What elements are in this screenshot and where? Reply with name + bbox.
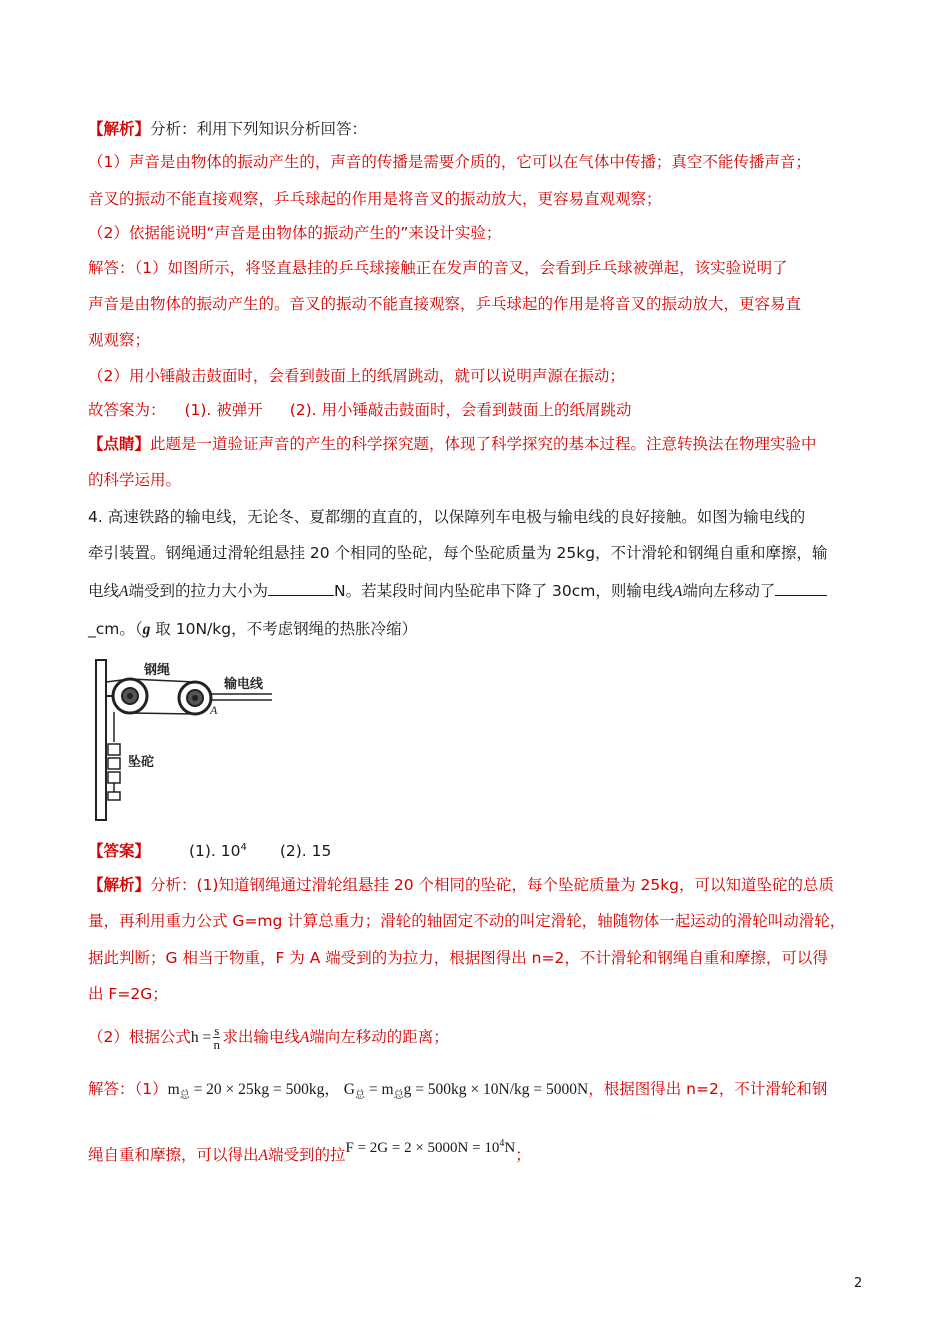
pulley-right — [179, 682, 211, 714]
q4-analysis-line-4: 出 F=2G； — [88, 985, 168, 1003]
solution-line-4: （2）用小锤敲击鼓面时，会看到鼓面上的纸屑跳动，就可以说明声源在振动； — [88, 367, 625, 385]
q4-l3-b: 端受到的拉力大小为 — [128, 582, 268, 600]
q4-sol-sub2: 总 — [355, 1090, 365, 1101]
q4-line-3 — [88, 580, 827, 603]
q4-analysis-line-2: 量，再利用重力公式 G=mg 计算总重力；滑轮的轴固定不动的叫定滑轮，轴随物体一起运动的滑轮叫动滑轮， — [88, 912, 846, 930]
q4-sol-eq1-text: = 20 × 25kg = 500kg， — [189, 1081, 340, 1098]
q4-sol2-end: ； — [515, 1146, 531, 1164]
q4-sol-sub1: 总 — [179, 1090, 190, 1101]
q4-sol-a: 解答：（1） — [88, 1080, 168, 1098]
q4-blank-1[interactable] — [268, 581, 334, 596]
weight-1 — [108, 744, 120, 755]
label-a: A — [210, 703, 218, 717]
q4-analysis-formula-line — [88, 1024, 449, 1051]
q4-line-4 — [88, 618, 417, 641]
q4-answer-2: (2). 15 — [279, 842, 332, 860]
pole — [96, 660, 106, 820]
q4-p2-b: 求出输电线 — [222, 1028, 300, 1046]
solution-line-3: 观观察； — [88, 331, 151, 349]
weight-3 — [108, 772, 120, 783]
q4-sol2-unit: N — [504, 1140, 516, 1156]
pulley-left — [113, 679, 147, 713]
pulley-diagram — [90, 652, 290, 822]
q4-l4-b: 取 10N/kg，不考虑钢绳的热胀冷缩） — [150, 620, 418, 638]
comment-tag: 【点睛】 — [88, 435, 151, 453]
q4-analysis-tag: 【解析】 — [88, 876, 151, 894]
q4-p2-a: （2）根据公式 — [88, 1028, 191, 1046]
q4-solution-line-1 — [88, 1078, 827, 1107]
q4-solution-line-2 — [88, 1138, 531, 1167]
answer-item-1: (1). 被弹开 — [184, 401, 263, 419]
q4-sol2-exp: 4 — [499, 1138, 505, 1149]
q4-sol-G: G — [343, 1081, 355, 1098]
fraction-den: n — [213, 1037, 221, 1052]
q4-sol2-A: A — [258, 1147, 268, 1164]
comment-line-1 — [88, 433, 817, 455]
q4-l3-A2: A — [672, 583, 683, 600]
fraction-num: s — [214, 1023, 220, 1038]
q4-sol-sub3: 总 — [393, 1090, 404, 1101]
q4-sol2-b: 端受到的拉 — [267, 1146, 346, 1164]
q4-sol-eq2b: g = 500kg × 10N/kg = 5000N — [403, 1081, 589, 1098]
q4-answer-1 — [189, 842, 247, 860]
weight-2 — [108, 758, 120, 769]
analysis-point-1a: （1）声音是由物体的振动产生的，声音的传播是需要介质的，它可以在气体中传播；真空不能传播声音； — [88, 153, 811, 171]
q4-sol2-a: 绳自重和摩擦，可以得出 — [88, 1146, 259, 1164]
solution-line-2: 声音是由物体的振动产生的。音叉的振动不能直接观察，乒乓球起的作用是将音叉的振动放大，更容易直 — [88, 295, 802, 313]
q4-answer-1-exp: 4 — [240, 841, 247, 853]
answer-label: 故答案为： — [88, 401, 166, 419]
q4-sol-eq1 — [167, 1081, 589, 1101]
page-number: 2 — [854, 1276, 863, 1291]
weight-4 — [108, 792, 120, 800]
q4-analysis-l1: 分析：(1)知道钢绳通过滑轮组悬挂 20 个相同的坠砣，每个坠砣质量为 25kg，可以知道坠砣的总质 — [150, 876, 835, 894]
label-wire: 输电线 — [224, 677, 264, 692]
label-rope: 钢绳 — [144, 663, 171, 678]
q4-l4-g: g — [142, 621, 151, 638]
analysis-intro-line — [88, 118, 367, 140]
answer-item-2: (2). 用小锤敲击鼓面时，会看到鼓面上的纸屑跳动 — [289, 401, 632, 419]
analysis-tag: 【解析】 — [88, 120, 151, 138]
q4-l4-a: _cm。（ — [88, 620, 143, 638]
q4-l3-d: 端向左移动了 — [682, 582, 776, 600]
q4-sol-eq2a: = m — [365, 1081, 394, 1098]
q4-p2-c: 端向左移动的距离； — [309, 1028, 449, 1046]
q4-answer-1-base: (1). 10 — [188, 842, 241, 860]
label-weight: 坠砣 — [128, 755, 155, 770]
q4-l3-c: N。若某段时间内坠砣串下降了 30cm，则输电线 — [334, 582, 673, 600]
rope-bottom — [130, 713, 195, 714]
analysis-intro: 分析：利用下列知识分析回答： — [150, 120, 368, 138]
comment-line-2: 的科学运用。 — [88, 471, 182, 489]
q4-line-1: 4. 高速铁路的输电线，无论冬、夏都绷的直直的，以保障列车电极与输电线的良好接触。如图为输电线的 — [88, 508, 806, 526]
q4-sol2-eq — [346, 1140, 516, 1156]
q4-line-2: 牵引装置。钢绳通过滑轮组悬挂 20 个相同的坠砣，每个坠砣质量为 25kg，不计滑轮和钢绳自重和摩擦，输 — [88, 544, 828, 562]
q4-l3-A: A — [119, 583, 129, 600]
q4-p2-A: A — [299, 1029, 310, 1046]
q4-l3-a: 电线 — [88, 582, 120, 600]
q4-sol-b: ，根据图得出 n=2，不计滑轮和钢 — [588, 1080, 828, 1098]
analysis-point-1b: 音叉的振动不能直接观察，乒乓球起的作用是将音叉的振动放大，更容易直观观察； — [88, 190, 662, 208]
q4-analysis-line-3: 据此判断；G 相当于物重，F 为 A 端受到的为拉力，根据图得出 n=2，不计滑轮和钢绳自重和摩擦，可以得 — [88, 949, 828, 967]
q4-sol-m: m — [167, 1081, 180, 1098]
q4-answer-tag: 【答案】 — [88, 842, 151, 860]
fraction-s-over-n — [213, 1024, 220, 1051]
answer-line-prev — [88, 399, 632, 421]
q4-answer-line — [88, 840, 331, 862]
q4-analysis-line-1 — [88, 874, 834, 896]
analysis-point-2: （2）依据能说明“声音是由物体的振动产生的”来设计实验； — [88, 224, 502, 242]
q4-sol2-eq-text: F = 2G = 2 × 5000N = 10 — [345, 1140, 500, 1156]
solution-line-1: 解答：（1）如图所示，将竖直悬挂的乒乓球接触正在发声的音叉，会看到乒乓球被弹起，该实验说明了 — [88, 259, 788, 277]
q4-p2-h: h = — [190, 1029, 212, 1046]
comment-text-a: 此题是一道验证声音的产生的科学探究题，体现了科学探究的基本过程。注意转换法在物理实验中 — [150, 435, 817, 453]
q4-blank-2[interactable] — [775, 581, 827, 596]
